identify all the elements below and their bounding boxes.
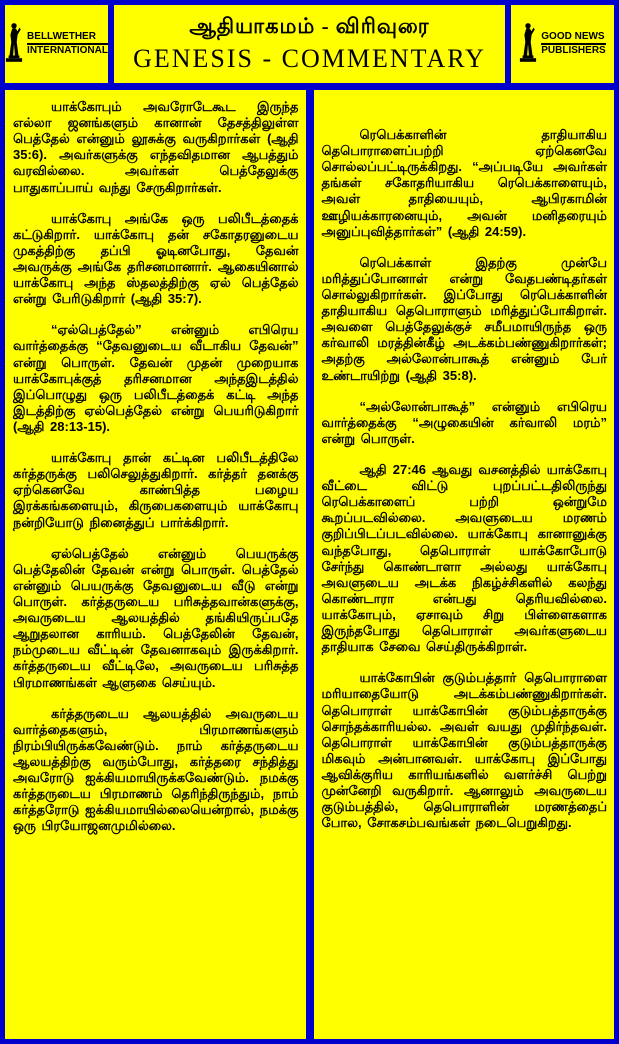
paragraph-left-5: ஏல்பெத்தேல் என்னும் பெயருக்கு பெத்தேலின் தேவன் என்று பொருள். பெத்தேல் என்னும் பெயருக்கு தேவனுடைய வீடு என்று பொருள். கர்த்தருடைய பரிசுத்தவான்களுக்கு, அவருடைய ஆலயத்தில் தங்கியிருப்பதே ஆறுதலான காரியம். பெத்தேலின் தேவன், நம்முடைய வீட்டின் தேவனாகவும் இருக்கிறார். கர்த்தருடைய வீட்டிலே, அவருடைய பரிசுத்த பிரமாணங்கள் ஆளுகை செய்யும். <box>13 545 299 690</box>
paragraph-right-4: ஆதி 27:46 ஆவது வசனத்தில் யாக்கோபு வீட்டை விட்டு புறப்பட்டதிலிருந்து ரெபெக்காளைப் பற்றி ஒன்றுமே கூறப்படவில்லை. அவளுடைய மரணம் குறிப்பிடப்படவில்லை. யாக்கோபு கானானுக்கு வந்தபோது, தெபொராள் யாக்கோபோடு சேர்ந்து கொண்டாளா அல்லது யாக்கோபு அவளுடைய அடக்க நிகழ்ச்சிகளில் கலந்து கொண்டாரா என்பது தெரியவில்லை. யாக்கோபும், ஏசாவும் சிறு பிள்ளைகளாக இருந்தபோது தெபொராள் அவர்களுடைய தாதியாக சேவை செய்திருக்கிறாள். <box>321 461 607 655</box>
header <box>5 5 614 83</box>
paragraph-right-2: ரெபெக்காள் இதற்கு முன்பே மரித்துப்போனாள் என்று வேதபண்டிதர்கள் சொல்லுகிறார்கள். இப்போது ரெபெக்காளின் தாதியாகிய தெபொராளும் மரித்துப்போகிறாள். அவளை பெத்தேலுக்குச் சமீபமாயிருந்த ஒரு கர்வாலி மரத்தின்கீழ் அடக்கம்பண்ணுகிறார்கள்; அதற்கு அல்லோன்பாகூத் என்னும் பேர் உண்டாயிற்று (ஆதி 35:8). <box>321 254 607 383</box>
commentary-content <box>5 90 614 1039</box>
good-news-logo-subname: PUBLISHERS <box>541 45 606 56</box>
good-news-logo-name: GOOD NEWS <box>541 31 605 46</box>
statue-figure-icon <box>5 21 23 68</box>
page-title-english: GENESIS - COMMENTARY <box>133 44 486 73</box>
paragraph-right-1: ரெபெக்காளின் தாதியாகிய தெபொராளைப்பற்றி ஏற்கெனவே சொல்லப்பட்டிருக்கிறது. “அப்படியே அவர்கள் தங்கள் சகோதரியாகிய ரெபெக்காளையும், அவள் தாதியையும், ஆபிரகாமின் ஊழியக்காரனையும், அவன் மனிதரையும் அனுப்புவித்தார்கள்” (ஆதி 24:59). <box>321 127 607 239</box>
bellwether-logo-subname: INTERNATIONAL <box>27 45 108 56</box>
right-column <box>314 90 615 1039</box>
paragraph-right-5: யாக்கோபின் குடும்பத்தார் தெபொராளை மரியாதையோடு அடக்கம்பண்ணுகிறார்கள். தெபொராள் யாக்கோபின் குடும்பத்தாருக்கு சொந்தக்காரியல்ல. அவள் வயது முதிர்ந்தவள். தெபொராள் யாக்கோபின் குடும்பத்தாருக்கு மிகவும் அன்பானவள். யாக்கோபு இப்போது ஆவிக்குரிய காரியங்களில் வளர்ச்சி பெற்று முன்னேறி வருகிறார். ஆனாலும் அவருடைய குடும்பத்தில், தெபொராளின் மரணத்தைப் போல, சோகசம்பவங்கள் நடைபெறுகிறது. <box>321 670 607 831</box>
title-box <box>114 5 505 83</box>
page-title-tamil: ஆதியாகமம் - விரிவுரை <box>189 14 430 38</box>
paragraph-left-3: “ஏல்பெத்தேல்” என்னும் எபிரெய வார்த்தைக்கு “தேவனுடைய வீடாகிய தேவன்” என்று பொருள். தேவன் முதன் முறையாக யாக்கோபுக்குத் தரிசனமான அந்தஇடத்தில் இப்பொழுது ஒரு பலிபீடத்தைக் கட்டி அந்த இடத்திற்கு ஏல்பெத்தேல் என்று பெயரிடுகிறார் (ஆதி 28:13-15). <box>13 322 299 434</box>
paragraph-left-2: யாக்கோபு அங்கே ஒரு பலிபீடத்தைக் கட்டுகிறார். யாக்கோபு தன் சகோதரனுடைய முகத்திற்கு தப்பி ஓடினபோது, தேவன் அவருக்கு அங்கே தரிசனமானார். ஆகையினால் யாக்கோபு அந்த ஸ்தலத்திற்கு ஏல் பெத்தேல் என்று பேரிடுகிறார் (ஆதி 35:7). <box>13 210 299 307</box>
paragraph-left-6: கர்த்தருடைய ஆலயத்தில் அவருடைய வார்த்தைகளும், பிரமாணங்களும் நிரம்பியிருக்கவேண்டும். நாம் கர்த்தருடைய ஆலயத்திற்கு வரும்போது, கர்த்தரை சந்தித்து அவரோடு ஐக்கியமாயிருக்கவேண்டும். நமக்கு கர்த்தருடைய பிரமாணம் தெரிந்திருந்தும், நாம் கர்த்தரோடு ஐக்கியமாயில்லையென்றால், நமக்கு ஒரு பிரயோஜனமுமில்லை. <box>13 705 299 834</box>
paragraph-left-4: யாக்கோபு தான் கட்டின பலிபீடத்திலே கர்த்தருக்கு பலிசெலுத்துகிறார். கர்த்தர் தனக்கு ஏற்கெனவே காண்பித்த பழைய இரக்கங்களையும், கிருபைகளையும் யாக்கோபு நன்றியோடு நினைத்துப் பார்க்கிறார். <box>13 450 299 530</box>
left-column <box>5 90 306 1039</box>
good-news-publishers-logo <box>511 5 614 83</box>
bellwether-logo-name: BELLWETHER <box>27 31 108 46</box>
paragraph-right-3: “அல்லோன்பாகூத்” என்னும் எபிரெய வார்த்தைக்கு “அழுகையின் கர்வாலி மரம்” என்று பொருள். <box>321 398 607 446</box>
bellwether-logo <box>5 5 108 83</box>
paragraph-left-1: யாக்கோபும் அவரோடேகூட இருந்த எல்லா ஜனங்களும் கானான் தேசத்திலுள்ள பெத்தேல் என்னும் லூசுக்கு வருகிறார்கள் (ஆதி 35:6). அவர்களுக்கு எந்தவிதமான ஆபத்தும் வரவில்லை. அவர்கள் பெத்தேலுக்கு பாதுகாப்பாய் வந்து சேருகிறார்கள். <box>13 99 299 195</box>
statue-figure-icon <box>519 21 537 68</box>
